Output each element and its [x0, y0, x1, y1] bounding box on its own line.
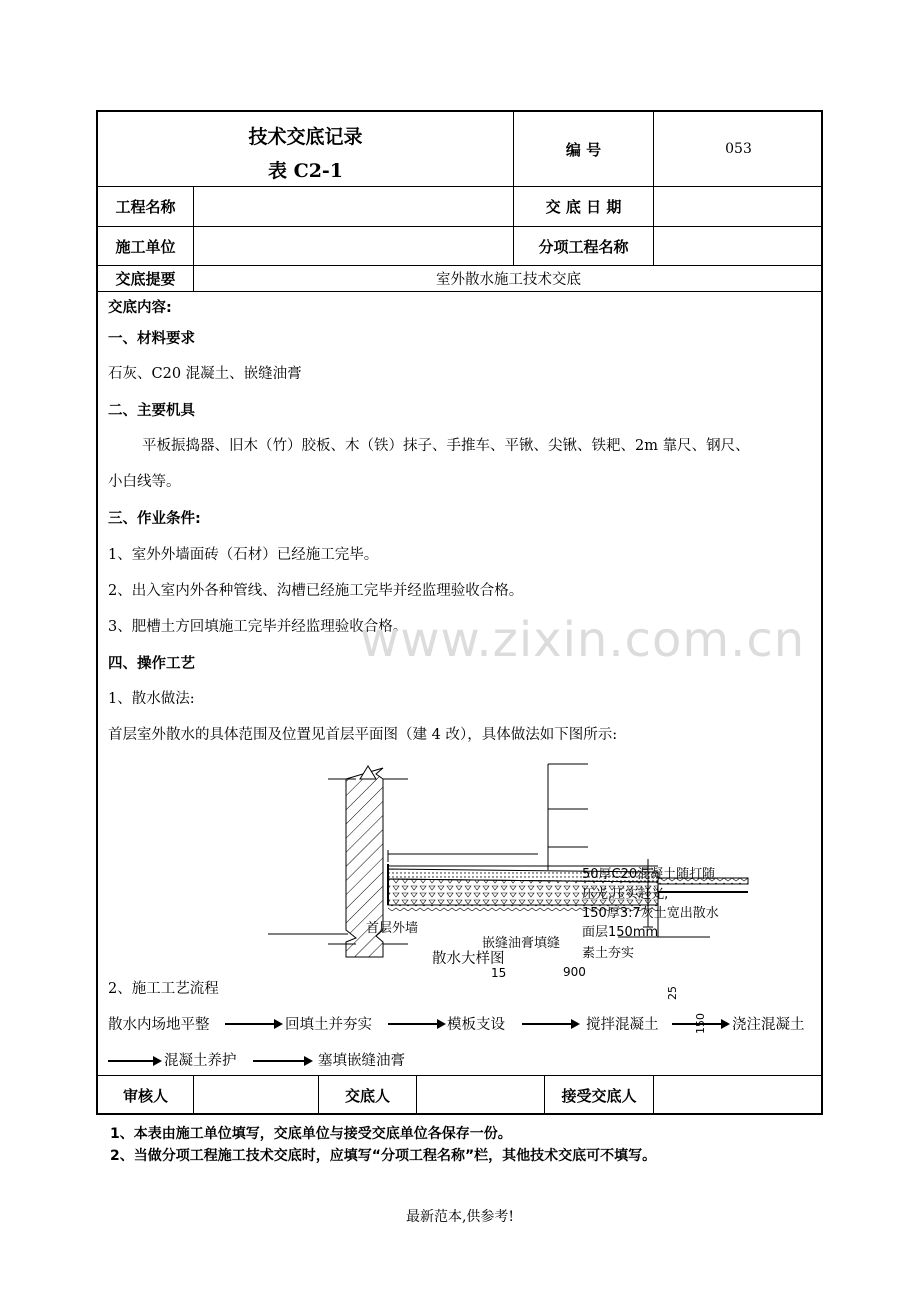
content-heading: 交底内容:	[108, 300, 172, 316]
flow-arrow	[108, 1060, 154, 1062]
project-name-label: 工程名称	[115, 198, 176, 216]
flow-step: 搅拌混凝土	[586, 1017, 659, 1033]
form-note: 1、本表由施工单位填写，交底单位与接受交底单位各保存一份。	[110, 1126, 512, 1142]
subitem-field[interactable]	[654, 227, 823, 265]
receiver-label: 接受交底人	[561, 1086, 637, 1105]
section-tools-text: 平板振捣器、旧木（竹）胶板、木（铁）抹子、手推车、平锹、尖锹、铁耙、2m 靠尺、钢尺、	[142, 438, 750, 454]
form-note: 2、当做分项工程施工技术交底时，应填写“分项工程名称”栏，其他技术交底可不填写。	[110, 1148, 657, 1164]
dimension-25: 25	[666, 986, 679, 1000]
flow-step: 混凝土养护	[164, 1053, 237, 1069]
reviewer-field[interactable]	[194, 1076, 318, 1114]
flow-arrow	[672, 1023, 722, 1025]
flow-step: 散水内场地平整	[108, 1017, 210, 1033]
flow-step: 回填土并夯实	[285, 1017, 372, 1033]
section-tools-title: 二、主要机具	[108, 403, 195, 419]
wall-label: 首层外墙	[366, 921, 419, 936]
dimension-150: 150	[694, 1013, 707, 1034]
flow-step: 塞填嵌缝油膏	[318, 1053, 405, 1069]
construction-unit-label: 施工单位	[115, 237, 176, 256]
page-footer: 最新范本,供参考!	[405, 1209, 515, 1225]
receiver-field[interactable]	[654, 1076, 823, 1114]
section-process-title: 四、操作工艺	[108, 656, 195, 672]
flow-arrow	[388, 1023, 438, 1025]
dimension-900: 900	[563, 965, 586, 979]
condition-item: 1、室外外墙面砖（石材）已经施工完毕。	[108, 547, 379, 563]
form-code: 表 C2-1	[267, 159, 344, 182]
reviewer-label: 审核人	[122, 1086, 168, 1105]
summary-label: 交底提要	[115, 270, 176, 288]
section-tools-text-cont: 小白线等。	[108, 474, 181, 490]
flow-arrow	[225, 1023, 275, 1025]
project-name-field[interactable]	[194, 187, 513, 226]
layer-concrete-line2: 压光,压实赶光;	[582, 887, 669, 902]
layer-concrete-line1: 50厚C20混凝土随打随	[582, 867, 716, 882]
flow-arrow	[253, 1060, 305, 1062]
condition-item: 3、肥槽土方回填施工完毕并经监理验收合格。	[108, 619, 408, 635]
date-label: 交 底 日 期	[545, 198, 622, 216]
flow-step: 浇注混凝土	[732, 1017, 805, 1033]
discloser-field[interactable]	[417, 1076, 544, 1114]
layer-compacted-soil: 素土夯实	[582, 946, 635, 961]
section-materials-text: 石灰、C20 混凝土、嵌缝油膏	[108, 366, 302, 382]
construction-unit-field[interactable]	[194, 227, 513, 265]
discloser-label: 交底人	[344, 1086, 390, 1105]
dimension-15: 15	[491, 966, 507, 980]
diagram-caption: 散水大样图	[432, 951, 505, 967]
row-divider	[98, 291, 821, 292]
flow-title: 2、施工工艺流程	[108, 981, 219, 997]
joint-label: 嵌缝油膏填缝	[482, 936, 561, 951]
process-subtitle: 1、散水做法:	[108, 691, 195, 707]
number-value: 053	[725, 141, 752, 157]
flow-step: 模板支设	[447, 1017, 505, 1033]
section-conditions-title: 三、作业条件:	[108, 511, 201, 527]
date-field[interactable]	[654, 187, 823, 226]
process-description: 首层室外散水的具体范围及位置见首层平面图（建 4 改），具体做法如下图所示:	[108, 727, 618, 743]
form-title: 技术交底记录	[248, 125, 363, 148]
layer-limesoil-line2: 面层150mm	[582, 925, 659, 940]
number-label: 编 号	[565, 140, 602, 159]
watermark: www.zixin.com.cn	[360, 612, 806, 668]
section-materials-title: 一、材料要求	[108, 331, 195, 347]
subitem-label: 分项工程名称	[538, 237, 629, 256]
condition-item: 2、出入室内外各种管线、沟槽已经施工完毕并经监理验收合格。	[108, 583, 524, 599]
layer-limesoil-line1: 150厚3:7灰土宽出散水	[582, 906, 719, 921]
flow-arrow	[522, 1023, 572, 1025]
summary-value: 室外散水施工技术交底	[436, 272, 581, 288]
